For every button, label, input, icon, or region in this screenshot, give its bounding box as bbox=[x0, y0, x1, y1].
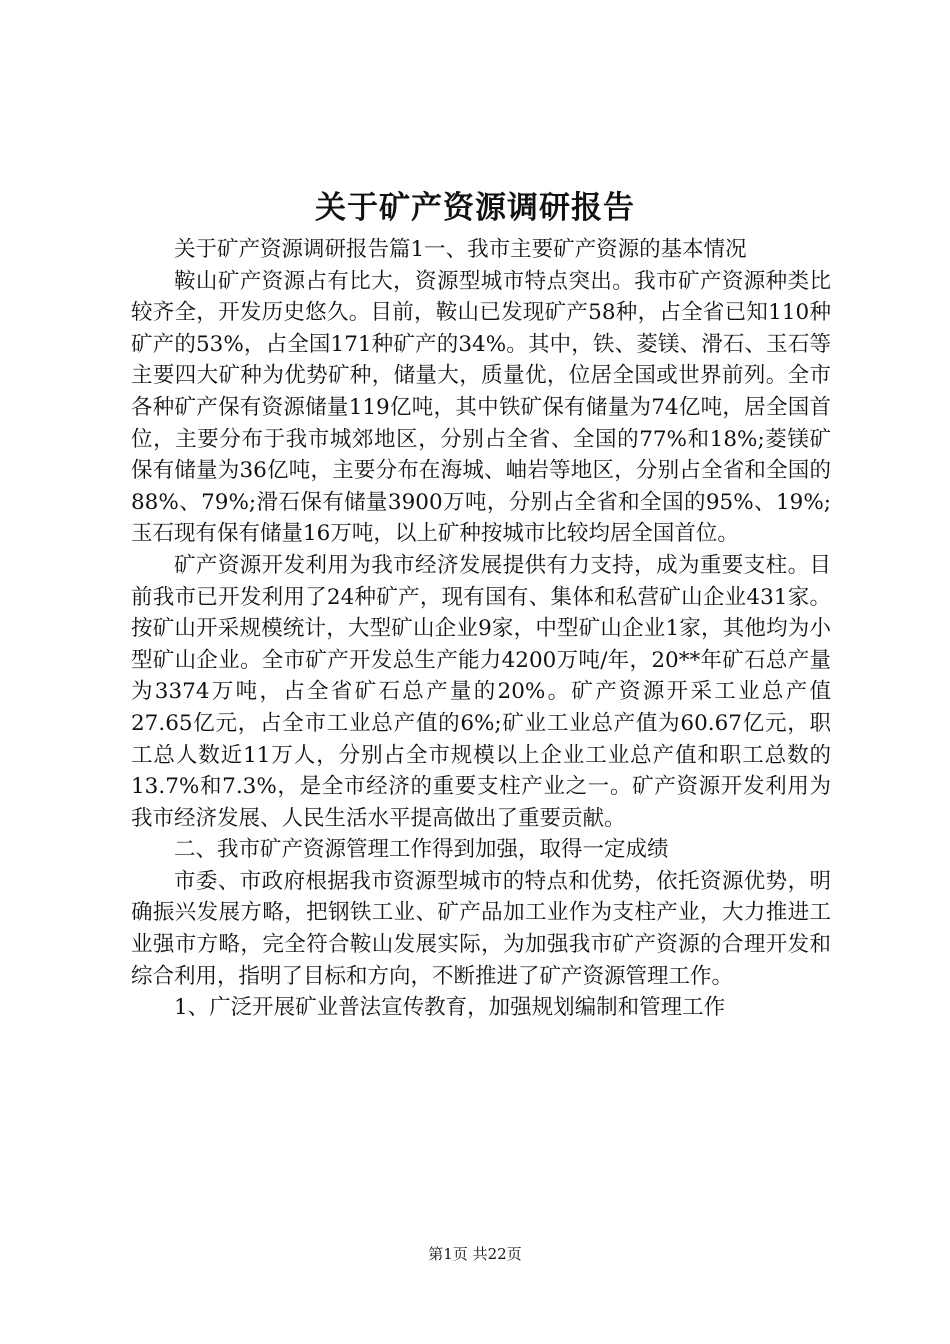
document-body bbox=[131, 234, 831, 1024]
page-footer: 第1页 共22页 bbox=[428, 1245, 522, 1263]
section-heading-management: 二、我市矿产资源管理工作得到加强，取得一定成绩 bbox=[174, 837, 669, 863]
document-title: 关于矿产资源调研报告 bbox=[315, 190, 635, 226]
paragraph-intro: 关于矿产资源调研报告篇1一、我市主要矿产资源的基本情况 bbox=[174, 237, 747, 262]
paragraph-resources-overview: 鞍山矿产资源占有比大，资源型城市特点突出。我市矿产资源种类比较齐全，开发历史悠久。目前，鞍山已发现矿产58种，占全省已知110种矿产的53%，占全国171种矿产的34%。其中，铁、菱镁、滑石、玉石等主要四大矿种为优势矿种，储量大，质量优，位居全国或世界前列。全市各种矿产保有资源储量119亿吨，其中铁矿保有储量为74亿吨，居全国首位，主要分布于我市城郊地区，分别占全省、全国的77%和18%;菱镁矿保有储量为36亿吨，主要分布在海城、岫岩等地区，分别占全省和全国的88%、79%;滑石保有储量3900万吨，分别占全省和全国的95%、19%;玉石现有保有储量16万吨，以上矿种按城市比较均居全国首位。 bbox=[131, 268, 831, 547]
paragraph-development-utilization: 矿产资源开发利用为我市经济发展提供有力支持，成为重要支柱。目前我市已开发利用了24种矿产，现有国有、集体和私营矿山企业431家。按矿山开采规模统计，大型矿山企业9家，中型矿山企业1家，其他均为小型矿山企业。全市矿产开发总生产能力4200万吨/年，20**年矿石总产量为3374万吨，占全省矿石总产量的20%。矿产资源开采工业总产值27.65亿元，占全市工业总产值的6%;矿业工业总产值为60.67亿元，职工总人数近11万人，分别占全市规模以上企业工业总产值和职工总数的13.7%和7.3%，是全市经济的重要支柱产业之一。矿产资源开发利用为我市经济发展、人民生活水平提高做出了重要贡献。 bbox=[131, 552, 831, 831]
subsection-heading-1: 1、广泛开展矿业普法宣传教育，加强规划编制和管理工作 bbox=[174, 995, 726, 1021]
paragraph-municipal-strategy: 市委、市政府根据我市资源型城市的特点和优势，依托资源优势，明确振兴发展方略，把钢铁工业、矿产品加工业作为支柱产业，大力推进工业强市方略，完全符合鞍山发展实际，为加强我市矿产资源的合理开发和综合利用，指明了目标和方向，不断推进了矿产资源管理工作。 bbox=[131, 868, 831, 989]
